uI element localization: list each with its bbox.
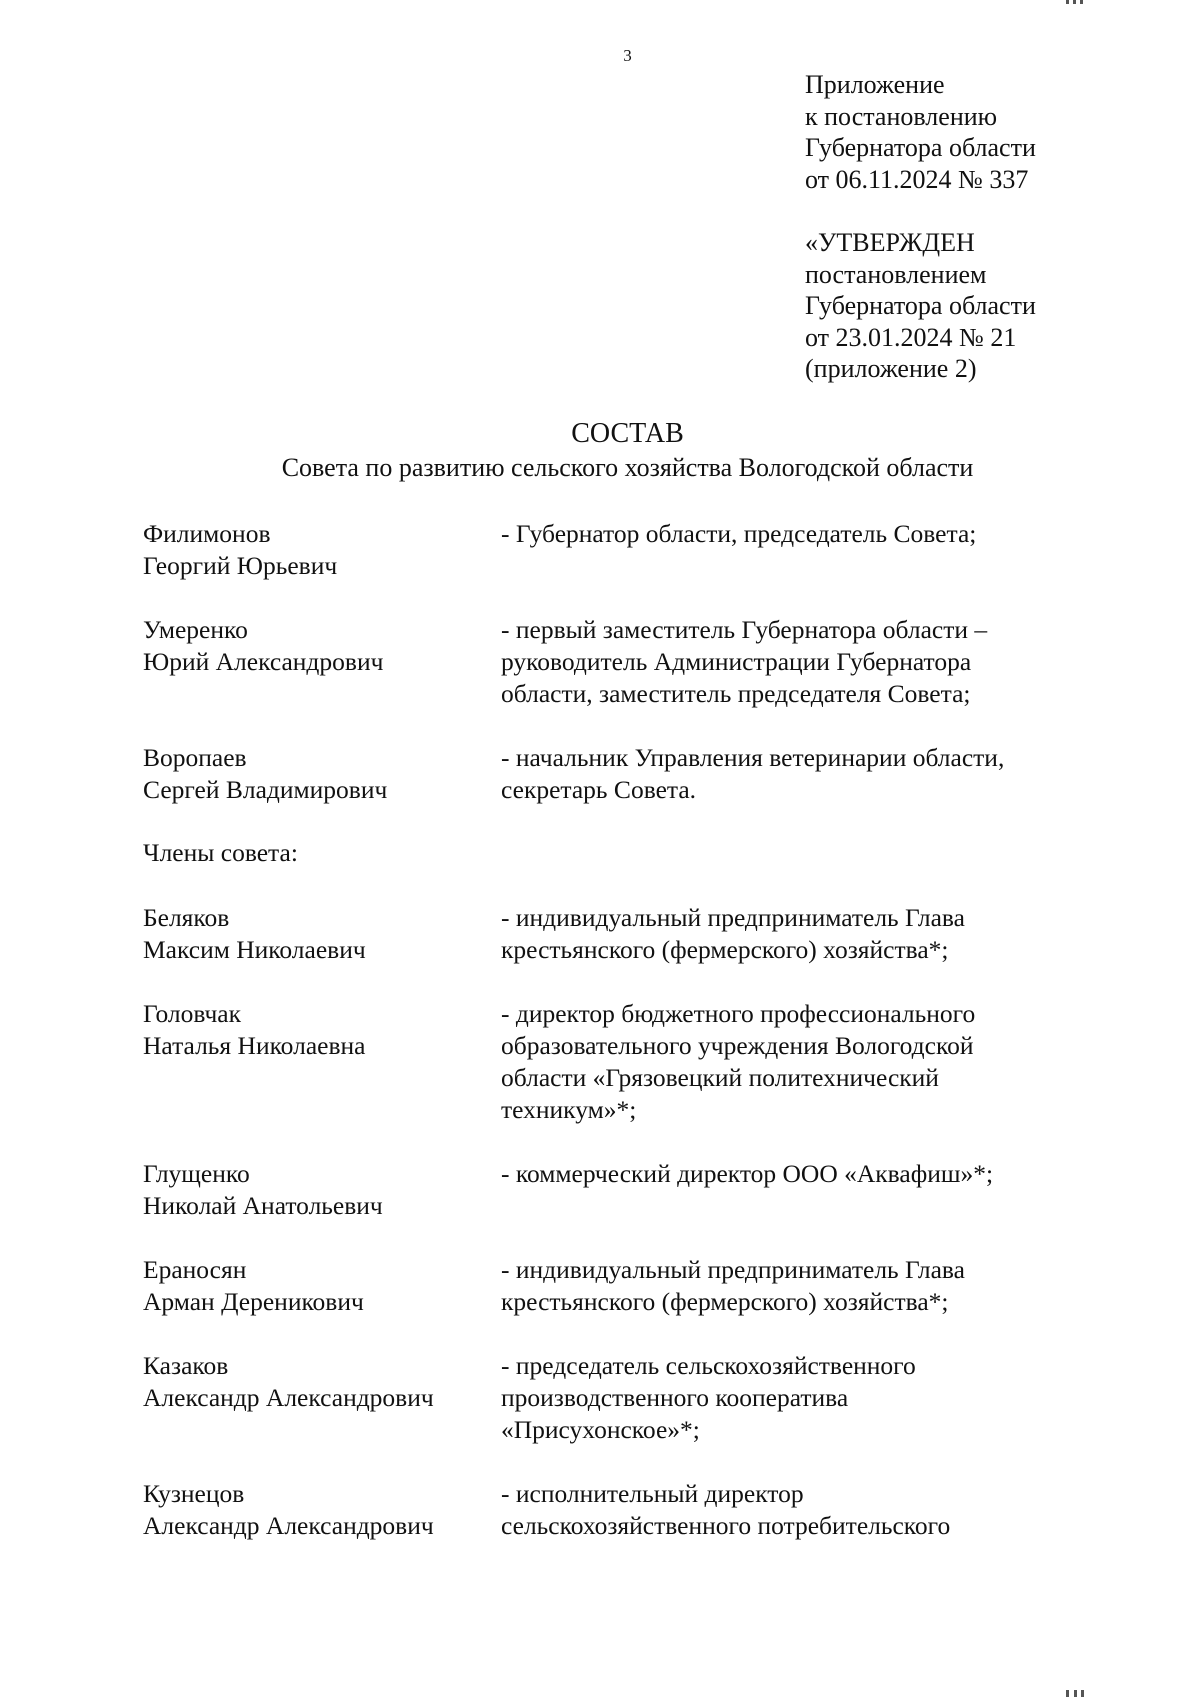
role-line: области «Грязовецкий политехнический <box>501 1063 939 1092</box>
role-line: производственного кооператива <box>501 1383 849 1412</box>
role-line: техникум»*; <box>501 1095 637 1124</box>
document-subtitle: Совета по развитию сельского хозяйства Вологодской области <box>281 453 974 482</box>
given-names: Александр Александрович <box>143 1383 434 1412</box>
appendix-line: от 06.11.2024 № 337 <box>805 164 1029 194</box>
surname: Головчак <box>143 999 241 1028</box>
approval-line: постановлением <box>805 259 987 289</box>
scan-artifact <box>1066 0 1069 4</box>
surname: Воропаев <box>143 743 247 772</box>
person-role <box>501 998 1081 1126</box>
person-name <box>143 742 483 806</box>
role-line: образовательного учреждения Вологодской <box>501 1031 974 1060</box>
role-line: - первый заместитель Губернатора области – <box>501 615 988 644</box>
appendix-line: Губернатора области <box>805 133 1036 162</box>
person-role <box>501 1254 1081 1318</box>
person-name <box>143 1158 483 1222</box>
approval-block <box>805 227 1195 385</box>
given-names: Юрий Александрович <box>143 647 384 676</box>
appendix-block <box>805 69 1195 195</box>
members-heading: Члены совета: <box>143 838 298 867</box>
person-name <box>143 614 483 678</box>
scan-artifact <box>1080 0 1083 4</box>
role-line: - начальник Управления ветеринарии области, <box>501 743 1005 772</box>
appendix-line: к постановлению <box>805 101 998 131</box>
role-line: «Присухонское»*; <box>501 1415 700 1444</box>
person-name <box>143 1254 483 1318</box>
approval-line: Губернатора области <box>805 291 1036 320</box>
document-title: СОСТАВ <box>571 418 684 449</box>
appendix-line: Приложение <box>805 70 945 99</box>
scan-artifact <box>1066 1690 1069 1697</box>
role-line: - коммерческий директор ООО «Аквафиш»*; <box>501 1159 994 1188</box>
person-name <box>143 1350 483 1414</box>
given-names: Александр Александрович <box>143 1511 434 1540</box>
role-line: - директор бюджетного профессионального <box>501 999 976 1028</box>
person-role <box>501 614 1081 710</box>
role-line: - индивидуальный предприниматель Глава <box>501 1255 965 1284</box>
surname: Казаков <box>143 1351 229 1380</box>
role-line: - исполнительный директор <box>501 1479 804 1508</box>
given-names: Сергей Владимирович <box>143 775 388 804</box>
surname: Кузнецов <box>143 1479 245 1508</box>
role-line: руководитель Администрации Губернатора <box>501 647 972 676</box>
person-name <box>143 518 483 582</box>
surname: Умеренко <box>143 615 248 644</box>
role-line: сельскохозяйственного потребительского <box>501 1511 951 1540</box>
role-line: - председатель сельскохозяйственного <box>501 1351 916 1380</box>
person-name <box>143 1478 483 1542</box>
surname: Беляков <box>143 903 230 932</box>
role-line: крестьянского (фермерского) хозяйства*; <box>501 1287 949 1316</box>
approval-line: «УТВЕРЖДЕН <box>805 228 975 257</box>
person-role <box>501 1478 1081 1542</box>
person-name <box>143 902 483 966</box>
person-role <box>501 742 1081 806</box>
person-name <box>143 998 483 1062</box>
person-role <box>501 1158 1081 1190</box>
surname: Ераносян <box>143 1255 247 1284</box>
surname: Глущенко <box>143 1159 250 1188</box>
given-names: Георгий Юрьевич <box>143 551 338 580</box>
role-line: - индивидуальный предприниматель Глава <box>501 903 965 932</box>
approval-line: (приложение 2) <box>805 354 977 383</box>
role-line: крестьянского (фермерского) хозяйства*; <box>501 935 949 964</box>
given-names: Арман Дереникович <box>143 1287 364 1316</box>
approval-line: от 23.01.2024 № 21 <box>805 322 1017 352</box>
scan-artifact <box>1073 0 1076 4</box>
person-role <box>501 518 1081 550</box>
role-line: - Губернатор области, председатель Совета; <box>501 519 977 548</box>
scan-artifact <box>1074 1690 1077 1697</box>
surname: Филимонов <box>143 519 271 548</box>
given-names: Николай Анатольевич <box>143 1191 383 1220</box>
page-number: 3 <box>623 46 632 65</box>
person-role <box>501 1350 1081 1446</box>
role-line: секретарь Совета. <box>501 775 697 804</box>
given-names: Максим Николаевич <box>143 935 366 964</box>
person-role <box>501 902 1081 966</box>
scan-artifact <box>1081 1690 1084 1697</box>
role-line: области, заместитель председателя Совета; <box>501 679 971 708</box>
given-names: Наталья Николаевна <box>143 1031 366 1060</box>
